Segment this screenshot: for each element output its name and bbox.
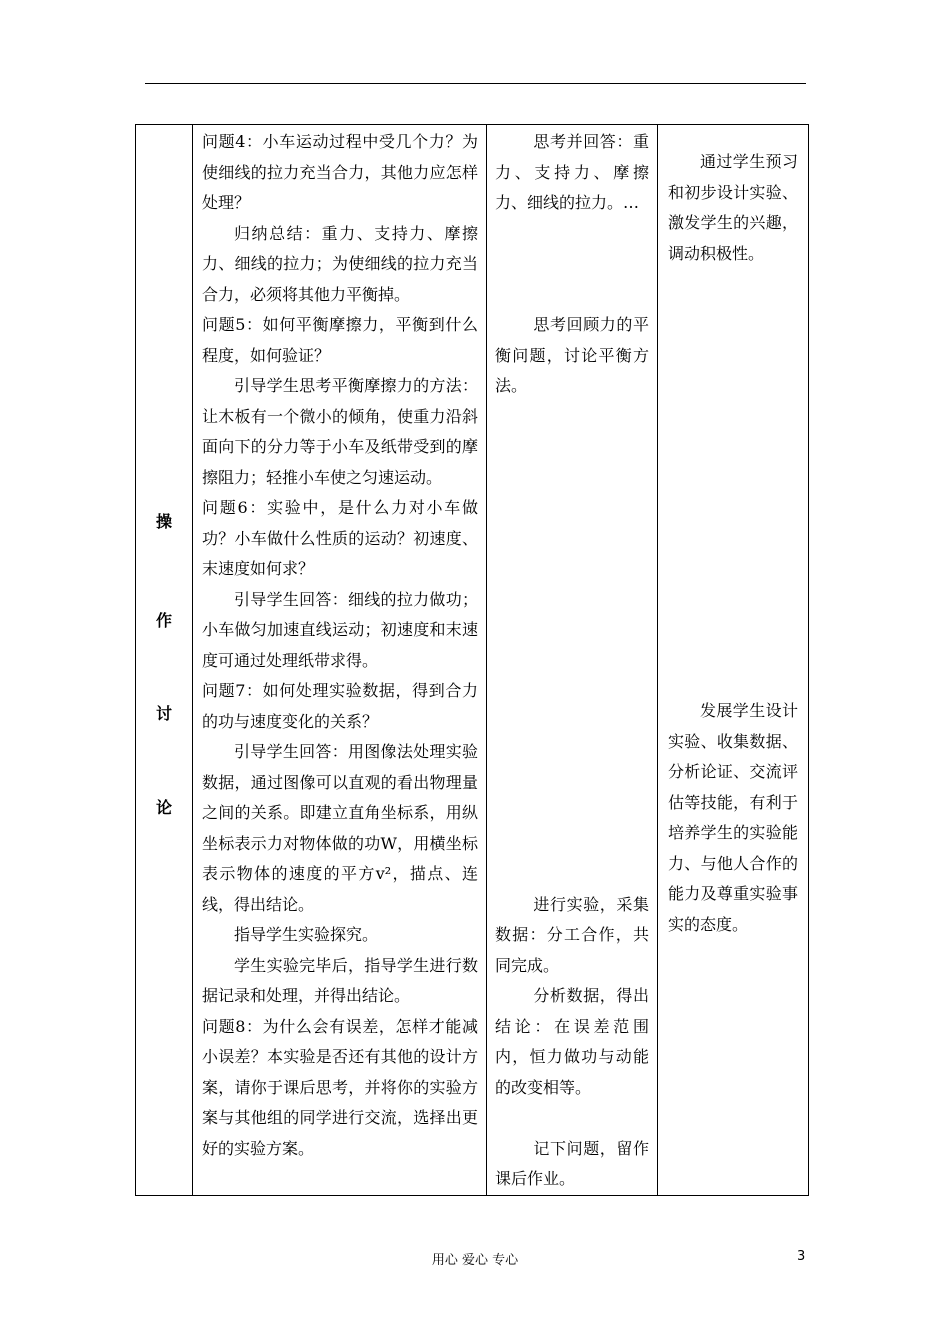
page-number: 3	[797, 1249, 806, 1264]
guide-7: 引导学生回答：用图像法处理实验数据，通过图像可以直观的看出物理量之间的关系。即建立直角坐标系，用纵坐标表示力对物体做的功W，用横坐标表示物体的速度的平方v²，描点、连线，得出结论。	[202, 742, 478, 914]
section-label-char: 作	[155, 611, 172, 630]
design-intent-2: 发展学生设计实验、收集数据、分析论证、交流评估等技能，有利于培养学生的实验能力、与他人合作的能力及尊重实验事实的态度。	[668, 701, 798, 934]
question-7: 问题7：如何处理实验数据，得到合力的功与速度变化的关系？	[202, 681, 478, 731]
student-response-1: 思考并回答：重力、支持力、摩擦力、细线的拉力。…	[495, 132, 649, 212]
guide-5: 引导学生思考平衡摩擦力的方法：让木板有一个微小的倾角，使重力沿斜面向下的分力等于小车及纸带受到的摩擦阻力；轻推小车使之匀速运动。	[202, 376, 478, 487]
question-4: 问题4：小车运动过程中受几个力？为使细线的拉力充当合力，其他力应怎样处理？	[202, 132, 478, 212]
student-response-5: 记下问题，留作课后作业。	[495, 1138, 649, 1188]
lesson-table	[135, 124, 809, 1196]
instruct-experiment: 指导学生实验探究。	[234, 925, 379, 944]
design-intent-cell	[658, 125, 809, 1196]
footer-text: 用心 爱心 专心	[431, 1253, 519, 1268]
student-response-3: 进行实验，采集数据：分工合作，共同完成。	[495, 894, 649, 975]
guide-6: 引导学生回答：细线的拉力做功；小车做匀加速直线运动；初速度和末速度可通过处理纸带求得。	[202, 589, 478, 670]
teacher-activity-cell	[193, 125, 487, 1196]
summary-4: 归纳总结：重力、支持力、摩擦力、细线的拉力；为使细线的拉力充当合力，必须将其他力平衡掉。	[202, 223, 478, 304]
section-label-cell	[136, 125, 193, 1196]
question-8: 问题8：为什么会有误差，怎样才能减小误差？本实验是否还有其他的设计方案，请你于课后思考，并将你的实验方案与其他组的同学进行交流，选择出更好的实验方案。	[202, 1016, 478, 1158]
section-label-char: 论	[155, 798, 172, 817]
instruct-data: 学生实验完毕后，指导学生进行数据记录和处理，并得出结论。	[202, 955, 478, 1005]
section-label-char: 讨	[155, 704, 172, 723]
question-6: 问题6：实验中，是什么力对小车做功？小车做什么性质的运动？初速度、末速度如何求？	[202, 498, 478, 578]
student-response-2: 思考回顾力的平衡问题，讨论平衡方法。	[495, 315, 649, 395]
design-intent-1: 通过学生预习和初步设计实验、激发学生的兴趣，调动积极性。	[668, 152, 798, 263]
question-5: 问题5：如何平衡摩擦力，平衡到什么程度，如何验证？	[202, 315, 478, 365]
student-activity-cell	[487, 125, 658, 1196]
student-response-4: 分析数据，得出结论：在误差范围内，恒力做功与动能的改变相等。	[495, 986, 649, 1097]
section-label-char: 操	[155, 512, 172, 531]
header-rule	[145, 83, 806, 84]
